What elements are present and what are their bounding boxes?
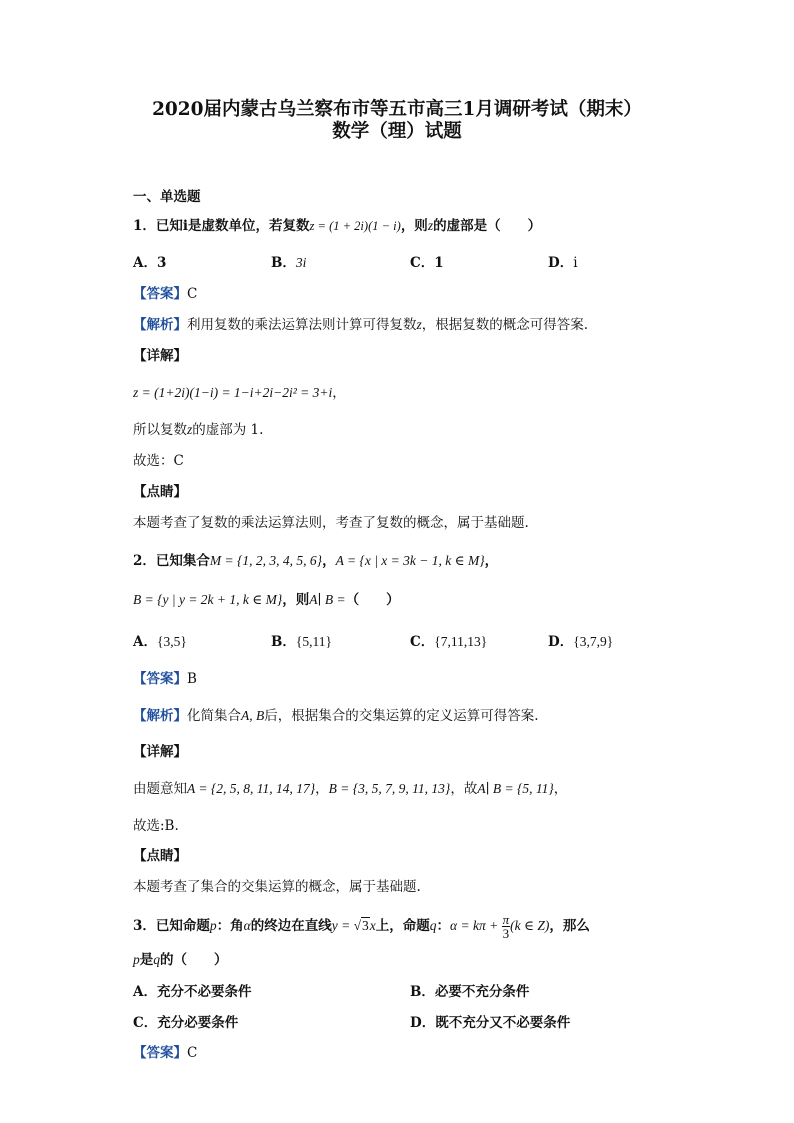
q2-stem2-expr: A∣ B =	[309, 592, 346, 607]
q1-comment: 本题考查了复数的乘法运算法则，考查了复数的概念，属于基础题.	[133, 515, 529, 531]
q1-analysis	[133, 316, 588, 334]
q1-stem-formula: z = (1 + 2i)(1 − i)	[309, 219, 401, 233]
q3-var-q: q	[429, 918, 437, 933]
q1-detail-label: 【详解】	[133, 348, 187, 364]
q1-stem-var: z	[427, 218, 434, 233]
q2-option-a	[133, 633, 187, 651]
q1-answer	[133, 285, 197, 303]
q2-option-d-label: D．	[548, 634, 574, 650]
q2-detail	[133, 780, 567, 798]
q2-option-b-label: B．	[271, 634, 296, 650]
q3-stem-text-c: 的终边在直线	[250, 918, 332, 934]
q3-frac-num: π	[502, 912, 510, 927]
q3-sqrt-num: 3	[362, 918, 369, 933]
q2-set-a: A = {x | x = 3k − 1, k ∈ M}	[335, 553, 485, 568]
q1-detail-end: ，	[332, 385, 346, 401]
q3-frac-den: 3	[502, 926, 510, 941]
q2-option-a-label: A．	[133, 634, 157, 650]
q2-detail-text-b: ，故	[450, 781, 478, 797]
q2-stem-line2	[133, 591, 400, 609]
q2-detail-end: ，	[553, 781, 568, 797]
q1-analysis-text-a: 利用复数的乘法运算法则计算可得复数	[187, 317, 417, 333]
q2-option-a-value: {3,5}	[156, 634, 187, 649]
q2-detail-set-a: A = {2, 5, 8, 11, 14, 17}	[187, 781, 316, 796]
q3-stem-text-f: ，那么	[549, 918, 590, 934]
q2-detail-label: 【详解】	[133, 744, 187, 760]
q1-conclusion-var: z	[187, 422, 193, 437]
q2-set-m: M = {1, 2, 3, 4, 5, 6}	[209, 553, 323, 568]
q3-stem-line2	[133, 951, 228, 969]
q3-stem-text-e: ：	[436, 918, 451, 934]
doc-title-line1: 2020届内蒙古乌兰察布市等五市高三1月调研考试（期末）	[152, 99, 642, 120]
q3-line2-b: 的（ ）	[160, 952, 228, 968]
q3-stem-text-b: ：角	[216, 918, 244, 934]
q2-option-c	[410, 633, 487, 651]
analysis-label: 【解析】	[133, 317, 187, 333]
q2-stem2-text: ，则	[282, 592, 310, 608]
q1-comment-label: 【点睛】	[133, 484, 187, 500]
q1-stem-text-a: 1．已知i是虚数单位，若复数	[133, 218, 310, 234]
q3-answer	[133, 1044, 197, 1062]
q1-conclusion-a: 所以复数	[133, 422, 187, 438]
q3-option-b: B．必要不充分条件	[410, 984, 530, 1000]
q2-option-b	[271, 633, 332, 651]
q1-detail-formula	[133, 384, 346, 402]
q2-answer-value: B	[187, 671, 197, 687]
q1-choose: 故选：C	[133, 453, 184, 469]
q2-analysis-text-a: 化简集合	[187, 708, 241, 724]
q3-line2-a: 是	[139, 952, 154, 968]
q2-option-d-value: {3,7,9}	[573, 634, 614, 649]
answer-label: 【答案】	[133, 1045, 187, 1061]
q2-analysis-var: A, B	[241, 708, 265, 723]
q3-alpha-eq: α = kπ +	[450, 918, 502, 933]
q2-comment-label: 【点睛】	[133, 848, 187, 864]
q2-comment: 本题考查了集合的交集运算的概念，属于基础题.	[133, 879, 421, 895]
q2-set-b: B = {y | y = 2k + 1, k ∈ M}	[133, 592, 283, 607]
q2-option-c-value: {7,11,13}	[434, 634, 488, 649]
q2-option-c-label: C．	[410, 634, 435, 650]
q2-stem	[133, 552, 498, 570]
q3-line-eq-b: x	[369, 918, 376, 933]
q1-analysis-var: z	[416, 317, 422, 332]
q3-var-alpha: α	[243, 918, 251, 933]
q2-choose: 故选:B.	[133, 818, 179, 834]
analysis-label: 【解析】	[133, 708, 187, 724]
q3-answer-value: C	[187, 1045, 198, 1061]
q1-stem-text-b: ，则	[400, 218, 428, 234]
q1-option-c: C．1	[410, 255, 444, 271]
q1-option-b	[271, 254, 306, 272]
q2-option-d	[548, 633, 613, 651]
q2-detail-text-a: 由题意知	[133, 781, 187, 797]
q3-line-eq-a: y =	[331, 918, 354, 933]
q3-option-a: A．充分不必要条件	[133, 984, 252, 1000]
q3-stem-text-a: 3．已知命题	[133, 918, 210, 934]
q2-stem2-paren: （ ）	[345, 592, 400, 608]
q1-conclusion-b: 的虚部为 1.	[192, 422, 264, 438]
q2-analysis	[133, 707, 539, 725]
q2-stem-end: ，	[484, 553, 499, 569]
q3-line-eq: y = √3x	[331, 918, 376, 933]
answer-label: 【答案】	[133, 671, 187, 687]
q2-detail-result: A∣ B = {5, 11}	[477, 781, 554, 796]
q1-option-d-value: i	[573, 255, 578, 271]
q3-line2-q: q	[153, 952, 160, 967]
q1-analysis-text-b: ，根据复数的概念可得答案.	[421, 317, 589, 333]
q3-var-p: p	[209, 918, 217, 933]
q1-option-b-math: 3i	[295, 255, 307, 270]
q2-analysis-text-b: 后，根据集合的交集运算的定义运算可得答案.	[264, 708, 539, 724]
q1-stem	[133, 217, 541, 235]
q1-option-a: A．3	[133, 255, 167, 271]
q2-stem-text-a: 2．已知集合	[133, 553, 210, 569]
q3-line2-p: p	[133, 952, 140, 967]
q3-option-c: C．充分必要条件	[133, 1015, 239, 1031]
section-heading: 一、单选题	[133, 189, 201, 205]
q3-fraction	[502, 913, 511, 940]
q1-conclusion	[133, 421, 263, 439]
q2-stem-sep: ，	[322, 553, 336, 569]
q1-option-b-label: B．	[271, 255, 296, 271]
q1-answer-value: C	[187, 286, 198, 302]
q1-option-d: D．i	[548, 255, 578, 271]
q3-option-d: D．既不充分又不必要条件	[410, 1015, 571, 1031]
q3-cond: (k ∈ Z)	[510, 918, 550, 933]
doc-title-line2: 数学（理）试题	[332, 121, 462, 142]
answer-label: 【答案】	[133, 286, 187, 302]
q2-option-b-value: {5,11}	[295, 634, 333, 649]
q2-answer	[133, 670, 197, 688]
q3-stem	[133, 913, 590, 940]
q2-detail-set-b: B = {3, 5, 7, 9, 11, 13}	[328, 781, 451, 796]
q1-detail-math: z = (1+2i)(1−i) = 1−i+2i−2i² = 3+i	[133, 385, 333, 400]
q2-detail-sep: ，	[315, 781, 329, 797]
q1-stem-text-c: 的虚部是（ ）	[433, 218, 542, 234]
q3-stem-text-d: 上，命题	[375, 918, 430, 934]
